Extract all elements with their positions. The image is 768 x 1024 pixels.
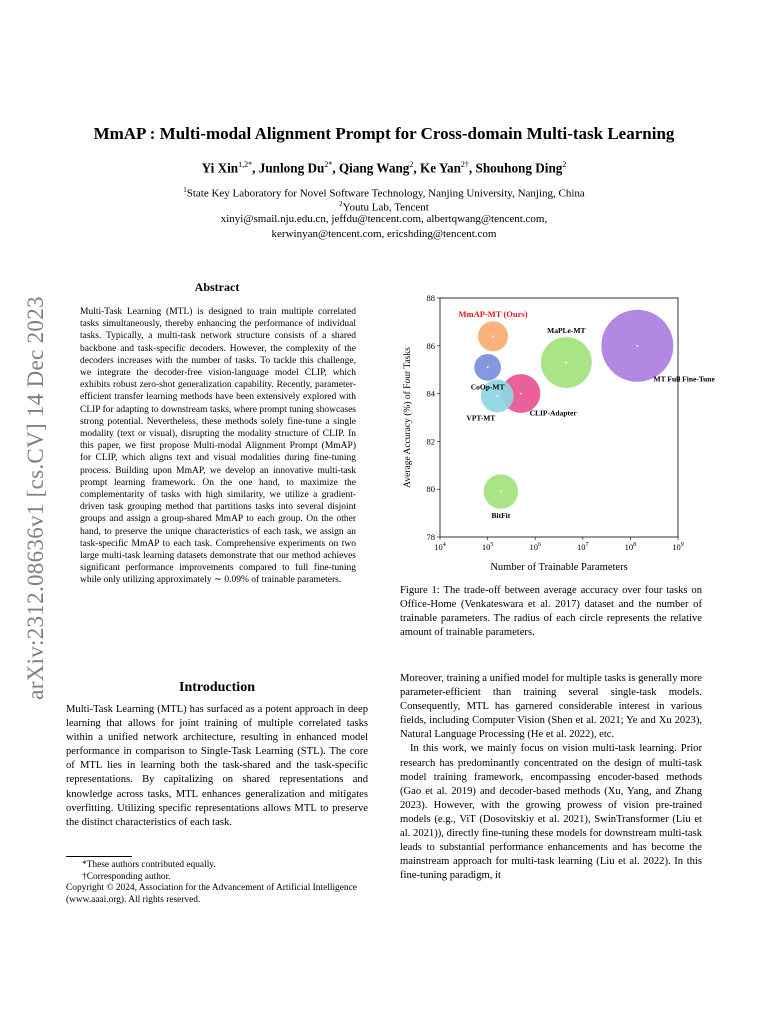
x-tick-label: $10^4$ — [434, 542, 446, 552]
bubble-label: MT Full Fine-Tune — [653, 374, 715, 384]
bubble-center-dot — [565, 362, 567, 364]
affiliation-mark: 2 — [339, 200, 343, 208]
y-tick-label: 80 — [426, 484, 435, 495]
y-axis-label: Average Accuracy (%) of Four Tasks — [403, 347, 413, 488]
bubble-label: CoOp-MT — [470, 382, 505, 392]
y-tick-label: 86 — [426, 340, 435, 351]
y-tick-label: 78 — [426, 532, 435, 542]
bubble-center-dot — [520, 393, 522, 395]
author-affiliation-mark: 2† — [460, 160, 469, 169]
y-tick-label: 88 — [426, 293, 435, 303]
paper-title: MmAP : Multi-modal Alignment Prompt for Cross-domain Multi-task Learning — [93, 124, 675, 143]
arxiv-stamp — [14, 268, 58, 728]
author-name: Shouhong Ding — [475, 160, 563, 176]
bubble-center-dot — [636, 345, 638, 347]
arxiv-identifier: arXiv:2312.08636v1 [cs.CV] 14 Dec 2023 — [23, 296, 48, 700]
figure-1-chart — [396, 288, 715, 580]
paragraph: Moreover, training a unified model for multiple tasks is generally more parameter-efficient than training several single-task models. Consequently, MTL has garnered considerable interest in various fields, including Computer Vision (Shen et al. 2021; Ye and Xu 2023), Natural Language Processing (He et al. 2022), etc. — [400, 673, 702, 741]
introduction-heading: Introduction — [179, 680, 255, 695]
bubble-label: VPT-MT — [466, 413, 496, 423]
affiliation-text: Youtu Lab, Tencent — [342, 201, 429, 214]
bubble-center-dot — [500, 491, 502, 493]
author-name: Qiang Wang — [338, 160, 410, 176]
figure-1-caption: Figure 1: The trade-off between average accuracy over four tasks on Office-Home (Venkateswara et al. 2017) dataset and the number of trainable parameters. The radius of each circle represents the relative amount of trainable parameters. — [400, 585, 702, 639]
abstract-text: Multi-Task Learning (MTL) is designed to train multiple correlated tasks simultaneously, thereby enhancing the performance of individual tasks. Typically, a multi-task network structure consists of a shared backbone and task-specific decoders. However, the complexity of the decoders increases with the number of tasks. To tackle this challenge, we integrate the decoder-free vision-language model CLIP, which exhibits robust zero-shot generalization capability. Recently, parameter-efficient transfer learning methods have been extensively explored with CLIP for adapting to downstream tasks, where prompt tuning showcases strong potential. Nevertheless, these methods solely fine-tune a single modality (text or visual), disrupting the modality structure of CLIP. In this paper, we first propose Multi-modal Alignment Prompt (MmAP) for CLIP, which aligns text and visual modalities during fine-tuning process. Building upon MmAP, we develop an innovative multi-task prompt learning framework. On the one hand, to maximize the complementarity of tasks with high similarity, we utilize a gradient-driven task grouping method that partitions tasks into several disjoint groups and assign a group-shared MmAP to each group. On the other hand, to preserve the unique characteristics of each task, we assign an task-specific MmAP to each task. Comprehensive experiments on two large multi-task learning datasets demonstrate that our method achieves significant performance improvements compared to full fine-tuning while only utilizing approximately ∼ 0.09% of trainable parameters. — [80, 307, 356, 586]
x-tick-label: $10^8$ — [624, 542, 637, 552]
footnote-corresponding-author: †Corresponding author. — [82, 871, 171, 882]
footnotes — [66, 860, 368, 906]
author-affiliation-mark: 2 — [409, 160, 414, 169]
bubble-center-dot — [492, 335, 494, 337]
author-list: Yi Xin$^{1,2*}$, Junlong $Du^{2*}$, Qiang Wang$^2$, Ke Yan$^{2\dagger}$, Shouhong Ding$^2$ — [201, 160, 567, 176]
x-tick-label: $10^6$ — [529, 542, 541, 552]
author-name: Ke Yan — [420, 160, 461, 176]
copyright-notice: Copyright © 2024, Association for the Advancement of Artificial Intelligence (www.aaai.org). All rights reserved. — [66, 883, 357, 905]
y-tick-label: 82 — [426, 436, 435, 447]
footnote-rule — [66, 856, 132, 857]
paragraph: In this work, we mainly focus on vision multi-task learning. Prior research has predominantly concentrated on the design of multi-task model training framework, encompassing encoder-based methods (Gao et al. 2019) and decoder-based methods (Xu, Yang, and Zhang 2023). However, with the growing prowess of vision pre-trained models (e.g., ViT (Dosovitskiy et al. 2021), SwinTransformer (Liu et al. 2021)), directly fine-tuning these models for downstream multi-task leads to substantial performance enhancements and has become the mainstream approach for multi-task learning (Liu et al. 2022). In this fine-tuning paradigm, it — [400, 743, 702, 882]
bubble-chart-svg — [396, 288, 715, 580]
author-emails: kerwinyan@tencent.com, ericshding@tencent.com — [271, 228, 497, 240]
bubble-label: MmAP-MT (Ours) — [458, 309, 528, 320]
author-affiliation-mark: 1,2* — [238, 160, 253, 169]
author-affiliation-mark: 2* — [324, 160, 333, 169]
x-tick-label: $10^9$ — [672, 542, 684, 552]
bubble-label: BitFit — [491, 510, 511, 520]
footnote-equal-contribution: *These authors contributed equally. — [82, 860, 216, 870]
author-name: Junlong Du — [258, 160, 325, 176]
x-axis-label: Number of Trainable Parameters — [490, 562, 628, 573]
affiliation-mark: 1 — [183, 186, 187, 194]
affiliation-text: State Key Laboratory for Novel Software Technology, Nanjing University, Nanjing, China — [186, 187, 585, 200]
abstract-heading: Abstract — [194, 280, 240, 294]
y-tick-label: 84 — [426, 388, 435, 399]
right-column-text — [400, 672, 702, 883]
author-name: Yi Xin — [201, 160, 239, 176]
bubble-label: CLIP-Adapter — [529, 408, 577, 418]
introduction-text: Multi-Task Learning (MTL) has surfaced as a potent approach in deep learning that allows for joint training of multiple correlated tasks within a unified network architecture, resulting in enhanced model performance in comparison to Single-Task Learning (STL). The core of MTL lies in learning both the task-shared and the task-specific representations. By capitalizing on shared representations and knowledge across tasks, MTL enhances generalization and mitigates overfitting. Utilizing specific representations allows MTL to preserve the distinct characteristics of each task. — [66, 704, 368, 828]
bubble-center-dot — [496, 395, 498, 397]
x-tick-label: $10^5$ — [481, 542, 494, 552]
bubble-label: MaPLe-MT — [547, 326, 586, 336]
author-affiliation-mark: 2 — [562, 160, 567, 169]
author-emails: xinyi@smail.nju.edu.cn, jeffdu@tencent.com, albertqwang@tencent.com, — [220, 213, 548, 225]
bubble-center-dot — [487, 366, 489, 368]
x-tick-label: $10^7$ — [577, 542, 589, 552]
